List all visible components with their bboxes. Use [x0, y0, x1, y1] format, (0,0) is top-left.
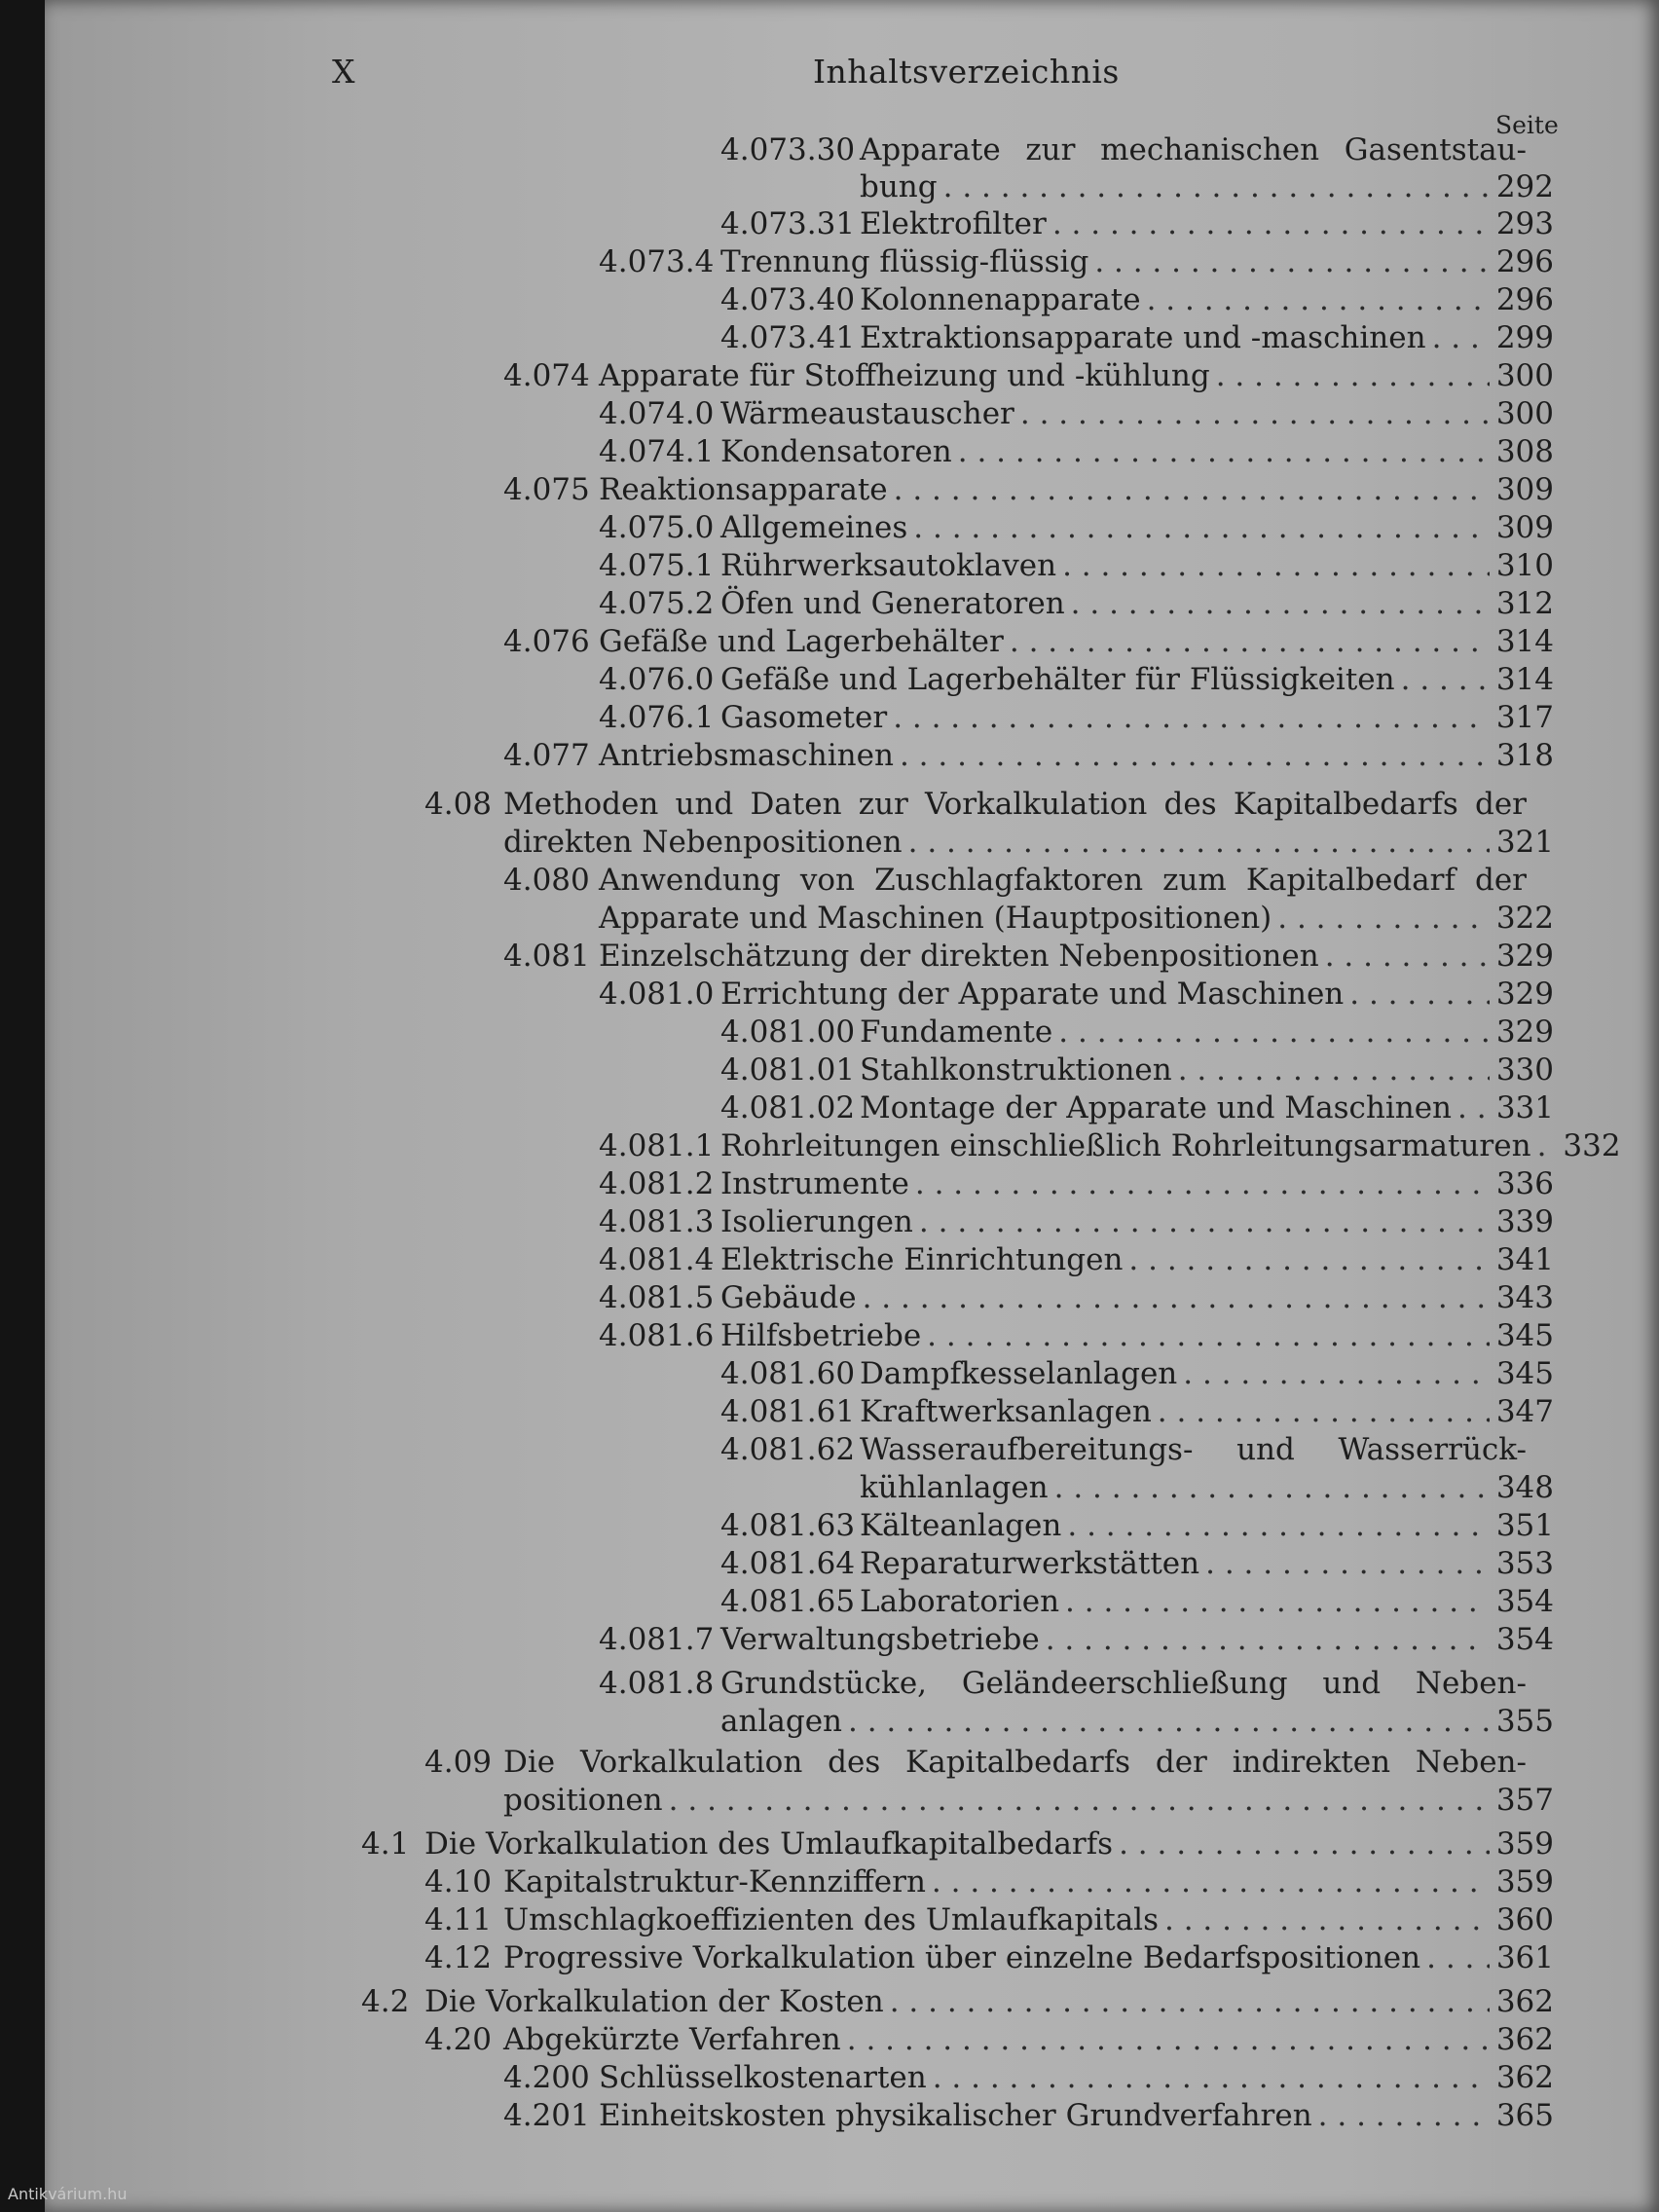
toc-entry-title: Stahlkonstruktionen [860, 1052, 1172, 1088]
toc-entry-number: 4.081.00 [720, 1014, 856, 1050]
toc-entry[interactable] [720, 510, 1554, 549]
toc-entry-page: 300 [1495, 358, 1554, 393]
toc-entry-title: Abgekürzte Verfahren [503, 2022, 841, 2057]
page-number-roman: X [332, 53, 355, 91]
toc-entry[interactable] [720, 1622, 1554, 1661]
toc-entry-title: Schlüsselkostenarten [599, 2060, 927, 2095]
toc-entry-page: 312 [1495, 586, 1554, 621]
toc-entry[interactable] [860, 320, 1554, 359]
toc-entry[interactable] [860, 1584, 1554, 1623]
dot-leader [893, 700, 1490, 735]
dot-leader [932, 1864, 1490, 1899]
toc-entry-page: 351 [1495, 1508, 1554, 1543]
toc-entry-number: 4.081.62 [720, 1432, 856, 1467]
toc-entry-title: Methoden und Daten zur Vorkalkulation des Kapitalbedarfs der [503, 787, 1527, 822]
toc-entry[interactable] [503, 825, 1554, 864]
dot-leader [943, 169, 1490, 204]
toc-entry-title: Antriebsmaschinen [599, 738, 894, 773]
toc-entry-page: 348 [1495, 1470, 1554, 1505]
toc-entry[interactable] [720, 977, 1554, 1015]
dot-leader [1216, 358, 1490, 393]
toc-entry-title: Öfen und Generatoren [720, 586, 1065, 621]
toc-entry[interactable] [599, 2098, 1554, 2137]
dot-leader [1205, 1546, 1490, 1581]
dot-leader [1349, 977, 1490, 1012]
page-title: Inhaltsverzeichnis [813, 53, 1120, 91]
toc-entry-title: kühlanlagen [860, 1470, 1049, 1505]
toc-entry-page: 329 [1495, 977, 1554, 1012]
toc-entry-title: Wasseraufbereitungs- und Wasserrück- [860, 1432, 1527, 1467]
toc-entry-number: 4.075.1 [599, 548, 715, 583]
dot-leader [1537, 1128, 1557, 1163]
toc-entry[interactable] [720, 1128, 1621, 1167]
toc-entry-title: Die Vorkalkulation des Umlaufkapitalbedarfs [424, 1826, 1114, 1862]
toc-entry-page: 353 [1495, 1546, 1554, 1581]
toc-entry-title: Gefäße und Lagerbehälter [599, 624, 1004, 659]
toc-entry[interactable] [599, 624, 1554, 663]
toc-entry-page: 331 [1495, 1090, 1554, 1125]
dot-leader [848, 1704, 1490, 1739]
toc-entry-title: Kondensatoren [720, 434, 952, 469]
toc-entry[interactable] [860, 1090, 1554, 1129]
toc-entry-page: 300 [1495, 396, 1554, 431]
toc-entry-number: 4.076.0 [599, 662, 715, 697]
toc-entry-page: 341 [1495, 1242, 1554, 1277]
toc-entry-number: 4.080 [503, 863, 590, 898]
toc-entry-page: 318 [1495, 738, 1554, 773]
toc-entry-number: 4.081.02 [720, 1090, 856, 1125]
toc-entry-number: 4.073.40 [720, 282, 856, 317]
toc-entry[interactable] [599, 472, 1554, 511]
toc-entry-page: 321 [1495, 825, 1554, 860]
toc-entry-number: 4.074.1 [599, 434, 715, 469]
toc-entry-page: 336 [1495, 1166, 1554, 1201]
dot-leader [933, 2060, 1490, 2095]
toc-entry-title: Umschlagkoeffizienten des Umlaufkapitals [503, 1902, 1160, 1937]
page-column-label: Seite [1495, 111, 1559, 139]
toc-entry[interactable] [599, 738, 1554, 777]
toc-entry-page: 293 [1495, 206, 1554, 241]
toc-entry-page: 362 [1495, 2060, 1554, 2095]
toc-entry-title: Einheitskosten physikalischer Grundverfahren [599, 2098, 1312, 2133]
toc-entry-number: 4.09 [424, 1745, 493, 1780]
toc-entry[interactable] [720, 1704, 1554, 1743]
toc-entry-title: Kraftwerksanlagen [860, 1394, 1152, 1429]
toc-entry-page: 359 [1495, 1864, 1554, 1899]
toc-entry[interactable] [720, 396, 1554, 435]
toc-entry-title: Wärmeaustauscher [720, 396, 1014, 431]
toc-entry[interactable] [860, 282, 1554, 321]
toc-entry-title: Laboratorien [860, 1584, 1060, 1619]
toc-entry-title: Gebäude [720, 1280, 857, 1315]
toc-entry-number: 4.081.1 [599, 1128, 715, 1163]
dot-leader [915, 1166, 1490, 1201]
toc-entry-number: 4.11 [424, 1902, 493, 1937]
toc-entry-number: 4.081.6 [599, 1318, 715, 1353]
toc-entry-title: Reparaturwerkstätten [860, 1546, 1200, 1581]
toc-entry-number: 4.081.01 [720, 1052, 856, 1088]
toc-entry-title: Kapitalstruktur-Kennziffern [503, 1864, 926, 1899]
toc-entry-page: 314 [1495, 624, 1554, 659]
toc-entry-page: 347 [1495, 1394, 1554, 1429]
toc-entry-title: Apparate und Maschinen (Hauptpositionen) [599, 901, 1272, 936]
toc-entry-page: 339 [1495, 1204, 1554, 1239]
toc-entry[interactable] [860, 169, 1554, 208]
toc-entry[interactable] [860, 1394, 1554, 1433]
toc-entry-number: 4.201 [503, 2098, 590, 2133]
toc-entry-title: Die Vorkalkulation des Kapitalbedarfs der indirekten Neben- [503, 1745, 1527, 1780]
toc-entry-number: 4.2 [361, 1984, 410, 2019]
dot-leader [1054, 1470, 1490, 1505]
toc-entry-page: 296 [1495, 244, 1554, 279]
toc-entry-page: 310 [1495, 548, 1554, 583]
toc-entry-page: 309 [1495, 510, 1554, 545]
dot-leader [894, 472, 1490, 507]
toc-entry-title: Montage der Apparate und Maschinen [860, 1090, 1453, 1125]
toc-entry-number: 4.081 [503, 939, 590, 974]
toc-entry-page: 343 [1495, 1280, 1554, 1315]
toc-entry[interactable] [720, 700, 1554, 739]
toc-entry-title: Extraktionsapparate und -maschinen [860, 320, 1426, 355]
dot-leader [1158, 1394, 1490, 1429]
toc-entry-title: Kälteanlagen [860, 1508, 1062, 1543]
watermark: Antikvárium.hu [8, 2185, 128, 2203]
toc-entry-title: Elektrische Einrichtungen [720, 1242, 1124, 1277]
dot-leader [927, 1318, 1490, 1353]
toc-entry-title: Die Vorkalkulation der Kosten [424, 1984, 884, 2019]
toc-entry-number: 4.20 [424, 2022, 493, 2057]
dot-leader [1318, 2098, 1490, 2133]
toc-entry-page: 317 [1495, 700, 1554, 735]
toc-entry-title: Instrumente [720, 1166, 909, 1201]
toc-entry[interactable] [424, 1984, 1554, 2023]
toc-entry-title: bung [860, 169, 938, 204]
toc-entry-page: 345 [1495, 1356, 1554, 1391]
toc-entry-page: 329 [1495, 1014, 1554, 1050]
toc-entry-title: Hilfsbetriebe [720, 1318, 922, 1353]
toc-entry-title: anlagen [720, 1704, 842, 1739]
toc-entry-number: 4.081.0 [599, 977, 715, 1012]
toc-entry-page: 361 [1495, 1940, 1554, 1975]
dot-leader [1058, 1014, 1490, 1050]
toc-entry-title: Errichtung der Apparate und Maschinen [720, 977, 1345, 1012]
toc-entry-page: 354 [1495, 1622, 1554, 1657]
dot-leader [1147, 282, 1490, 317]
toc-entry-title: Einzelschätzung der direkten Nebenpositionen [599, 939, 1319, 974]
toc-entry-page: 354 [1495, 1584, 1554, 1619]
toc-entry-title: Isolierungen [720, 1204, 913, 1239]
toc-entry-number: 4.1 [361, 1826, 410, 1862]
toc-entry-number: 4.073.4 [599, 244, 715, 279]
toc-entry-number: 4.081.65 [720, 1584, 856, 1619]
toc-entry-number: 4.074 [503, 358, 590, 393]
toc-entry-title: Allgemeines [720, 510, 908, 545]
toc-entry-page: 299 [1495, 320, 1554, 355]
dot-leader [1128, 1242, 1490, 1277]
toc-entry-number: 4.074.0 [599, 396, 715, 431]
dot-leader [900, 738, 1490, 773]
toc-entry-number: 4.08 [424, 787, 493, 822]
toc-entry-page: 308 [1495, 434, 1554, 469]
toc-entry[interactable] [503, 1902, 1554, 1941]
toc-entry-number: 4.076 [503, 624, 590, 659]
dot-leader [1432, 320, 1490, 355]
toc-entry[interactable] [720, 586, 1554, 625]
dot-leader [1426, 1940, 1490, 1975]
toc-entry-page: 345 [1495, 1318, 1554, 1353]
toc-entry-page: 359 [1495, 1826, 1554, 1862]
dot-leader [890, 1984, 1490, 2019]
dot-leader [1062, 548, 1490, 583]
dot-leader [669, 1783, 1490, 1818]
dot-leader [913, 510, 1490, 545]
toc-entry-page: 330 [1495, 1052, 1554, 1088]
toc-entry[interactable] [720, 1280, 1554, 1319]
toc-entry-title: Gefäße und Lagerbehälter für Flüssigkeiten [720, 662, 1395, 697]
toc-entry-number: 4.081.63 [720, 1508, 856, 1543]
toc-entry-page: 292 [1495, 169, 1554, 204]
toc-entry[interactable] [424, 1826, 1554, 1865]
toc-entry[interactable] [503, 1940, 1554, 1979]
toc-entry[interactable] [720, 1242, 1554, 1281]
toc-entry-number: 4.10 [424, 1864, 493, 1899]
dot-leader [1325, 939, 1490, 974]
toc-entry-page: 309 [1495, 472, 1554, 507]
toc-entry-title: Rohrleitungen einschließlich Rohrleitungsarmaturen [720, 1128, 1531, 1163]
dot-leader [1164, 1902, 1490, 1937]
toc-entry-page: 296 [1495, 282, 1554, 317]
toc-entry-title: Grundstücke, Geländeerschließung und Neben- [720, 1666, 1527, 1701]
dot-leader [1401, 662, 1490, 697]
toc-entry-title: Fundamente [860, 1014, 1053, 1050]
toc-entry-page: 360 [1495, 1902, 1554, 1937]
dot-leader [1067, 1508, 1490, 1543]
toc-entry[interactable] [860, 1546, 1554, 1585]
toc-entry-title: Trennung flüssig-flüssig [720, 244, 1089, 279]
dot-leader [847, 2022, 1490, 2057]
toc-entry[interactable] [860, 1052, 1554, 1091]
toc-entry-title: Elektrofilter [860, 206, 1047, 241]
toc-entry-page: 329 [1495, 939, 1554, 974]
toc-entry-title: Rührwerksautoklaven [720, 548, 1057, 583]
toc-entry-page: 314 [1495, 662, 1554, 697]
toc-entry-page: 365 [1495, 2098, 1554, 2133]
toc-entry-title: Gasometer [720, 700, 888, 735]
toc-entry[interactable] [860, 1470, 1554, 1509]
dot-leader [1119, 1826, 1490, 1862]
toc-entry-page: 332 [1563, 1128, 1621, 1163]
toc-entry-number: 4.073.30 [720, 132, 856, 167]
toc-entry[interactable] [860, 1014, 1554, 1053]
toc-entry-page: 357 [1495, 1783, 1554, 1818]
toc-entry[interactable] [720, 244, 1554, 283]
toc-entry-number: 4.081.60 [720, 1356, 856, 1391]
dot-leader [1094, 244, 1490, 279]
dot-leader [919, 1204, 1490, 1239]
toc-entry-number: 4.081.7 [599, 1622, 715, 1657]
toc-entry[interactable] [860, 206, 1554, 245]
toc-entry[interactable] [720, 548, 1554, 587]
toc-entry-number: 4.075.2 [599, 586, 715, 621]
toc-entry[interactable] [860, 1508, 1554, 1547]
toc-entry-number: 4.081.3 [599, 1204, 715, 1239]
toc-entry-title: positionen [503, 1783, 663, 1818]
dot-leader [958, 434, 1490, 469]
toc-entry-title: Anwendung von Zuschlagfaktoren zum Kapitalbedarf der [599, 863, 1527, 898]
toc-entry[interactable] [599, 901, 1554, 940]
toc-entry-number: 4.081.61 [720, 1394, 856, 1429]
toc-entry-number: 4.081.8 [599, 1666, 715, 1701]
dot-leader [1277, 901, 1490, 936]
toc-entry-number: 4.200 [503, 2060, 590, 2095]
dot-leader [1457, 1090, 1490, 1125]
toc-entry-number: 4.075.0 [599, 510, 715, 545]
toc-entry-title: Dampfkesselanlagen [860, 1356, 1178, 1391]
toc-entry-number: 4.073.41 [720, 320, 856, 355]
toc-entry-title: Kolonnenapparate [860, 282, 1141, 317]
toc-entry-title: Apparate für Stoffheizung und -kühlung [599, 358, 1210, 393]
toc-entry-title: Verwaltungsbetriebe [720, 1622, 1040, 1657]
dot-leader [1046, 1622, 1490, 1657]
dot-leader [908, 825, 1490, 860]
toc-entry-number: 4.081.5 [599, 1280, 715, 1315]
toc-entry-title: Apparate zur mechanischen Gasentstau- [860, 132, 1527, 167]
toc-entry-number: 4.12 [424, 1940, 493, 1975]
toc-entry[interactable] [503, 1783, 1554, 1822]
toc-entry-page: 355 [1495, 1704, 1554, 1739]
dot-leader [1065, 1584, 1490, 1619]
toc-entry[interactable] [503, 1864, 1554, 1903]
toc-entry[interactable] [720, 1204, 1554, 1243]
toc-entry-title: Progressive Vorkalkulation über einzelne Bedarfspositionen [503, 1940, 1421, 1975]
toc-entry-page: 362 [1495, 1984, 1554, 2019]
toc-entry-page: 362 [1495, 2022, 1554, 2057]
toc-entry[interactable] [720, 434, 1554, 473]
dot-leader [1010, 624, 1490, 659]
toc-entry-number: 4.073.31 [720, 206, 856, 241]
dot-leader [1183, 1356, 1490, 1391]
dot-leader [863, 1280, 1490, 1315]
toc-entry[interactable] [720, 1318, 1554, 1357]
toc-entry[interactable] [503, 2022, 1554, 2061]
toc-entry[interactable] [599, 2060, 1554, 2099]
toc-entry-number: 4.076.1 [599, 700, 715, 735]
dot-leader [1178, 1052, 1490, 1088]
toc-entry-number: 4.081.4 [599, 1242, 715, 1277]
dot-leader [1020, 396, 1490, 431]
toc-entry[interactable] [720, 1166, 1554, 1205]
toc-entry-number: 4.081.2 [599, 1166, 715, 1201]
toc-entry[interactable] [720, 662, 1554, 701]
toc-entry-title: Reaktionsapparate [599, 472, 888, 507]
toc-entry-number: 4.081.64 [720, 1546, 856, 1581]
toc-entry-number: 4.077 [503, 738, 590, 773]
dot-leader [1052, 206, 1490, 241]
dot-leader [1071, 586, 1490, 621]
toc-entry[interactable] [599, 939, 1554, 977]
toc-entry[interactable] [860, 1356, 1554, 1395]
toc-entry-number: 4.075 [503, 472, 590, 507]
toc-entry[interactable] [599, 358, 1554, 397]
toc-entry-title: direkten Nebenpositionen [503, 825, 903, 860]
toc-entry-page: 322 [1495, 901, 1554, 936]
